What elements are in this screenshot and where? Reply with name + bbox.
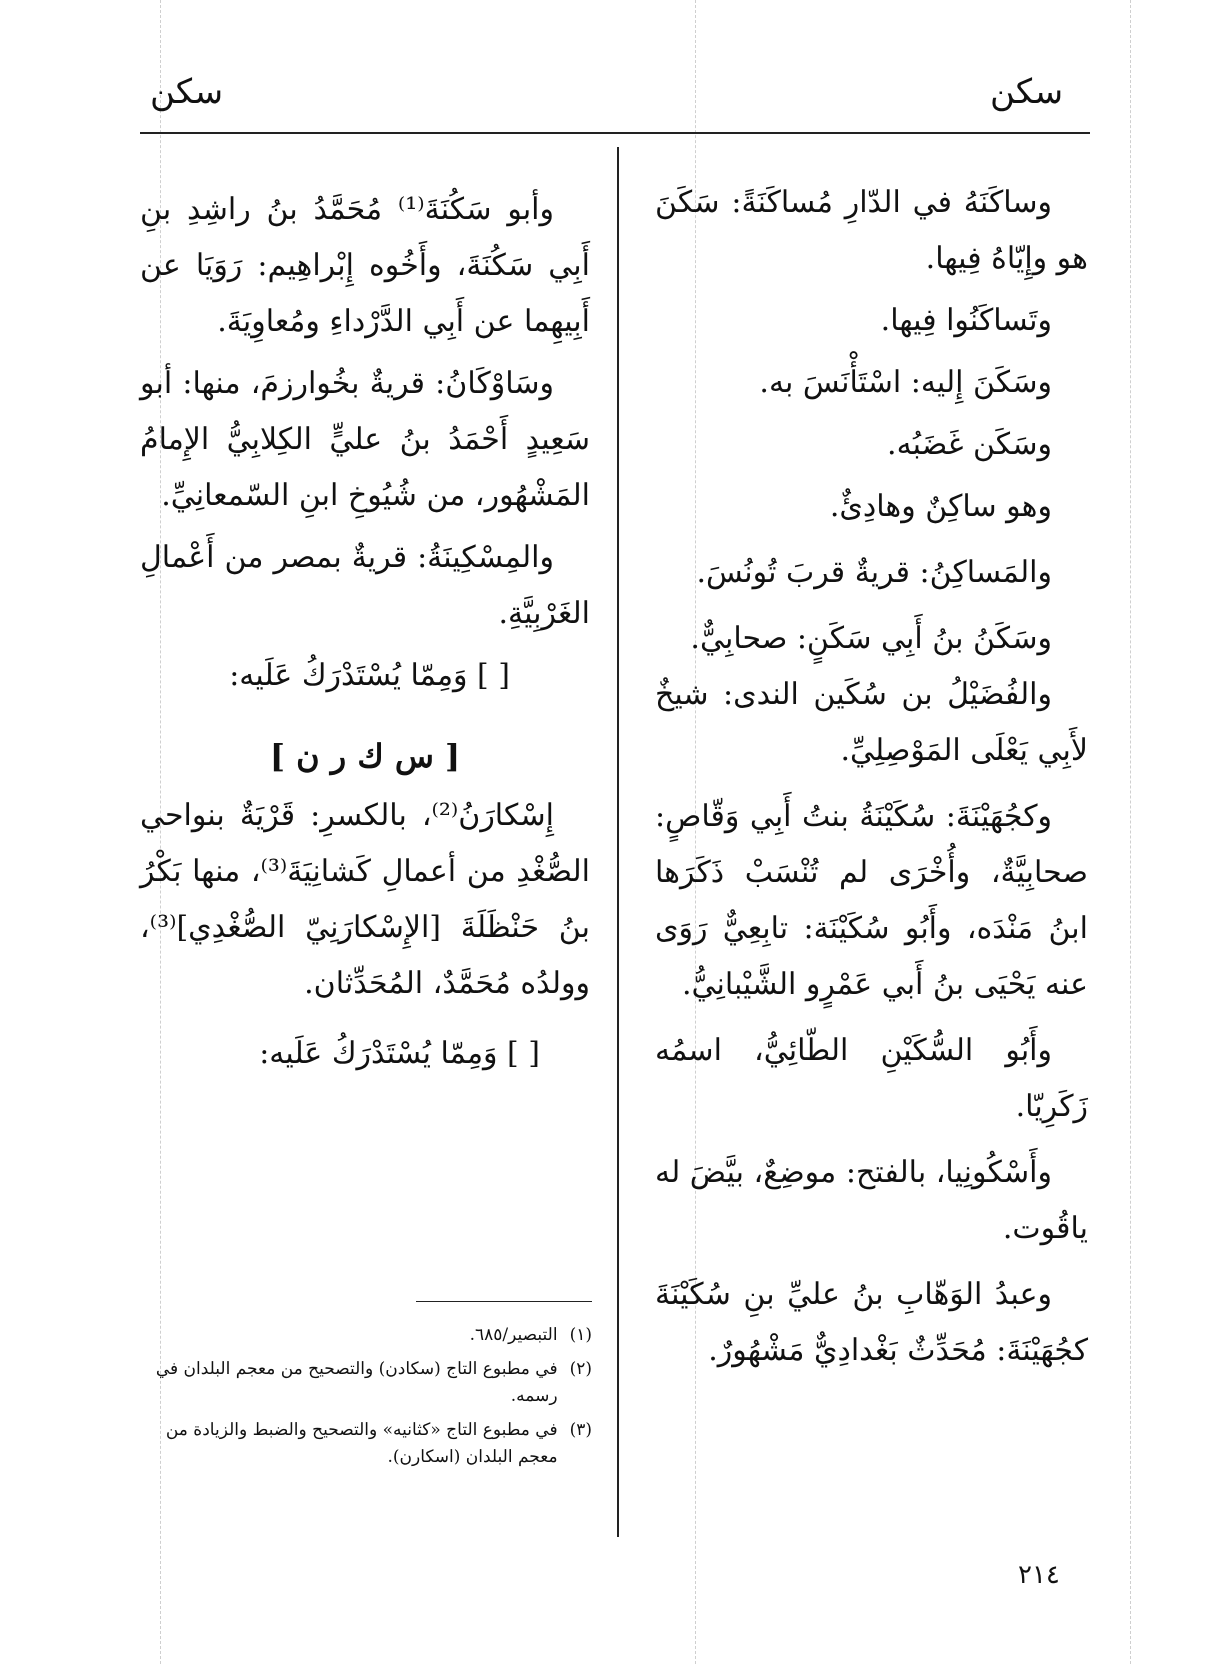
- footnote-text: التبصير/٦٨٥.: [469, 1325, 558, 1345]
- paragraph: وسَكَنُ بنُ أَبِي سَكَنٍ: صحابِيٌّ.: [690, 621, 1052, 656]
- footnote-number: (٣): [569, 1420, 592, 1440]
- header-rule: [140, 132, 1090, 134]
- scan-artifact-line: [1130, 0, 1131, 1664]
- paragraph: والمِسْكِينَةُ: قريةٌ بمصر من أَعْمالِ الغَرْبِيَّةِ.: [140, 540, 590, 631]
- paragraph: وأبو سَكُنَةَ⁽¹⁾ مُحَمَّدُ بنُ راشِدِ بنِ أَبِي سَكُنَةَ، وأَخُوه إِبْراهِيم: رَوَيَا عن أَبِيهِما عن أَبِي الدَّرْداءِ ومُعاوِيَةَ.: [140, 192, 590, 339]
- column-divider: [617, 147, 619, 1537]
- footnote-number: (١): [569, 1325, 592, 1345]
- paragraph: وسَكَنَ إِليه: اسْتَأْنَسَ به.: [759, 365, 1052, 400]
- footnote: [140, 1356, 592, 1410]
- entry-heading: [ س ك ر ن ]: [269, 737, 461, 775]
- paragraph: وسَاوْكَانُ: قريةٌ بخُوارزمَ، منها: أبو سَعِيدٍ أَحْمَدُ بنُ عليٍّ الكِلابِيُّ الإِمامُ المَشْهُور، من شُيُوخِ ابنِ السّمعانِيِّ.: [140, 366, 590, 513]
- paragraph: والفُضَيْلُ بن سُكَين الندى: شيخٌ لأَبِي يَعْلَى المَوْصِلِيِّ.: [655, 677, 1088, 768]
- footnote: [140, 1322, 592, 1349]
- addendum-note: [ ] وَمِمّا يُسْتَدْرَكُ عَلَيه:: [229, 658, 510, 693]
- footnotes: [140, 1322, 592, 1478]
- footnote: [140, 1417, 592, 1471]
- paragraph: وأَسْكُونِيا، بالفتح: موضِعٌ، بيَّضَ له ياقُوت.: [655, 1155, 1088, 1246]
- left-column: [140, 182, 590, 1082]
- paragraph: والمَساكِنُ: قريةٌ قربَ تُونُسَ.: [696, 555, 1052, 590]
- addendum-note: [ ] وَمِمّا يُسْتَدْرَكُ عَلَيه:: [259, 1036, 540, 1071]
- paragraph: وأَبُو السُّكَيْنِ الطّائِيُّ، اسمُه زَكَرِيّا.: [655, 1033, 1088, 1124]
- footnote-rule: [416, 1301, 592, 1302]
- paragraph: وساكَنَهُ في الدّارِ مُساكَنَةً: سَكَنَ هو وإِيّاهُ فِيها.: [655, 185, 1088, 276]
- page-number: ٢١٤: [1018, 1560, 1060, 1590]
- header-word-right: سكن: [990, 72, 1064, 112]
- paragraph: وسَكَن غَضَبُه.: [887, 427, 1052, 462]
- paragraph: وكجُهَيْنَةَ: سُكَيْنَةُ بنتُ أَبِي وَقّاصٍ: صحابِيَّةٌ، وأُخْرَى لم تُنْسَبْ ذَكَرَها ابنُ مَنْدَه، وأَبُو سُكَيْنَة: تابِعِيٌّ رَوَى عنه يَحْيَى بنُ أَبي عَمْرٍو الشَّيْبانِيُّ.: [655, 799, 1088, 1002]
- paragraph: وهو ساكِنٌ وهادِئٌ.: [829, 489, 1052, 524]
- footnote-number: (٢): [569, 1359, 592, 1379]
- footnote-text: في مطبوع التاج «كثانيه» والتصحيح والضبط والزيادة من معجم البلدان (اسكارن).: [165, 1420, 558, 1467]
- paragraph: إِسْكارَنُ⁽²⁾، بالكسرِ: قَرْيَةٌ بنواحي الصُّغْدِ من أعمالِ كَشانِيَةَ⁽³⁾، منها بَكْرُ بنُ حَنْظَلَةَ [الإِسْكارَنِيّ الصُّغْدِي]⁽³⁾، وولدُه مُحَمَّدٌ، المُحَدِّثان.: [140, 798, 590, 1001]
- paragraph: وتَساكَنُوا فِيها.: [880, 303, 1052, 338]
- paragraph: وعبدُ الوَهّابِ بنُ عليِّ بنِ سُكَيْنَةَ كجُهَيْنَةَ: مُحَدِّثٌ بَغْدادِيٌّ مَشْهُورٌ.: [655, 1277, 1088, 1368]
- right-column: [655, 175, 1088, 1379]
- footnote-text: في مطبوع التاج (سكادن) والتصحيح من معجم البلدان في رسمه.: [155, 1359, 558, 1406]
- header-word-left: سكن: [150, 72, 224, 112]
